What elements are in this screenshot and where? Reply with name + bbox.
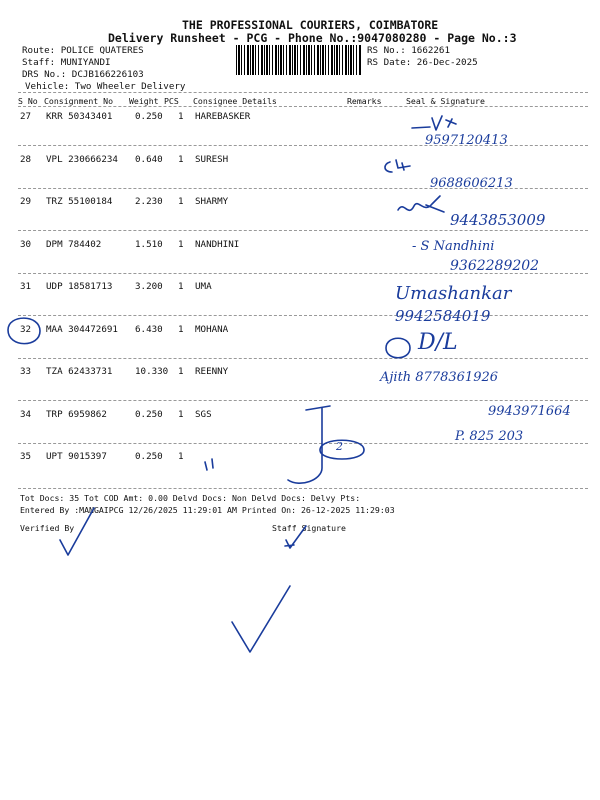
row-pcs: 1	[178, 409, 184, 420]
row-consignee: SHARMY	[195, 196, 229, 207]
circle-mark	[8, 318, 40, 344]
row-consignment: TRZ 55100184	[46, 196, 113, 207]
row-consignee: SURESH	[195, 154, 229, 165]
col-sno: S No	[18, 96, 38, 106]
entered-line: Entered By :MANGAIPCG 12/26/2025 11:29:01 AM Printed On: 26-12-2025 11:29:03	[20, 505, 395, 515]
row-consignment: VPL 230666234	[46, 154, 118, 165]
signature-stroke	[385, 160, 410, 172]
check-mark	[232, 586, 290, 652]
row-weight: 0.640	[135, 154, 163, 165]
row-sno: 34	[20, 409, 32, 420]
handwritten-phone: 9597120413	[425, 133, 508, 148]
row-weight: 1.510	[135, 239, 163, 250]
row-consignee: UMA	[195, 281, 212, 292]
totals-line: Tot Docs: 35 Tot COD Amt: 0.00 Delvd Docs: Non Delvd Docs: Delvy Pts:	[20, 493, 361, 503]
col-seal: Seal & Signature	[406, 96, 485, 106]
row-weight: 0.250	[135, 111, 163, 122]
row-pcs: 1	[178, 196, 184, 207]
row-pcs: 1	[178, 451, 184, 462]
row-sno: 29	[20, 196, 32, 207]
row-consignee: SGS	[195, 409, 212, 420]
signature-stroke	[285, 526, 306, 548]
row-weight: 0.250	[135, 451, 163, 462]
circle-mark	[320, 440, 364, 459]
signature-stroke	[398, 196, 444, 212]
row-consignment: DPM 784402	[46, 239, 102, 250]
col-consignment: Consignment No	[44, 96, 114, 106]
row-pcs: 1	[178, 111, 184, 122]
row-consignee: MOHANA	[195, 324, 229, 335]
handwritten-phone: 9443853009	[450, 211, 546, 229]
handwritten-phone: 9943971664	[488, 404, 571, 419]
rs-date: RS Date: 26-Dec-2025	[367, 57, 478, 68]
runsheet-title: Delivery Runsheet - PCG - Phone No.:9047080280 - Page No.:3	[108, 31, 517, 45]
handwritten-name: Umashankar	[395, 283, 512, 304]
circle-mark	[386, 338, 410, 358]
route-label: Route: POLICE QUATERES	[22, 45, 144, 56]
handwritten-number: 2	[336, 440, 343, 453]
col-pcs: PCS	[164, 96, 179, 106]
vehicle-label: Vehicle: Two Wheeler Delivery	[25, 81, 186, 92]
drs-label: DRS No.: DCJB166226103	[22, 69, 144, 80]
handwritten-mark: D/L	[418, 330, 458, 355]
company-name: THE PROFESSIONAL COURIERS, COIMBATORE	[182, 18, 439, 32]
row-pcs: 1	[178, 239, 184, 250]
row-weight: 10.330	[135, 366, 169, 377]
row-consignment: TZA 62433731	[46, 366, 113, 377]
col-remarks: Remarks	[347, 96, 382, 106]
row-sno: 31	[20, 281, 32, 292]
handwritten-phone: 9362289202	[450, 258, 540, 274]
row-weight: 0.250	[135, 409, 163, 420]
row-pcs: 1	[178, 154, 184, 165]
row-weight: 6.430	[135, 324, 163, 335]
col-consignee: Consignee Details	[193, 96, 277, 106]
row-consignment: UDP 18581713	[46, 281, 113, 292]
col-weight: Weight	[129, 96, 159, 106]
handwritten-phone: 9942584019	[395, 307, 491, 325]
verified-by-label: Verified By	[20, 523, 75, 533]
staff-label: Staff: MUNIYANDI	[22, 57, 111, 68]
row-consignee: HAREBASKER	[195, 111, 251, 122]
row-consignment: TRP 6959862	[46, 409, 107, 420]
signature-stroke	[205, 459, 213, 470]
row-sno: 30	[20, 239, 32, 250]
row-consignee: NANDHINI	[195, 239, 240, 250]
row-consignee: REENNY	[195, 366, 229, 377]
row-sno: 28	[20, 154, 32, 165]
row-consignment: UPT 9015397	[46, 451, 107, 462]
handwritten-phone: 9688606213	[430, 176, 513, 191]
row-consignment: MAA 304472691	[46, 324, 118, 335]
check-mark	[60, 508, 94, 555]
handwritten-name: - S Nandhini	[412, 239, 495, 254]
row-sno: 35	[20, 451, 32, 462]
row-sno: 32	[20, 324, 32, 335]
row-pcs: 1	[178, 281, 184, 292]
handwritten-code: P. 825 203	[455, 429, 524, 444]
row-pcs: 1	[178, 366, 184, 377]
row-weight: 3.200	[135, 281, 163, 292]
row-weight: 2.230	[135, 196, 163, 207]
signature-stroke	[412, 116, 456, 130]
row-consignment: KRR 50343401	[46, 111, 113, 122]
row-sno: 33	[20, 366, 32, 377]
staff-signature-label: Staff Signature	[272, 523, 346, 533]
handwritten-phone: Ajith 8778361926	[380, 370, 499, 385]
row-pcs: 1	[178, 324, 184, 335]
row-sno: 27	[20, 111, 32, 122]
rs-number: RS No.: 1662261	[367, 45, 450, 56]
